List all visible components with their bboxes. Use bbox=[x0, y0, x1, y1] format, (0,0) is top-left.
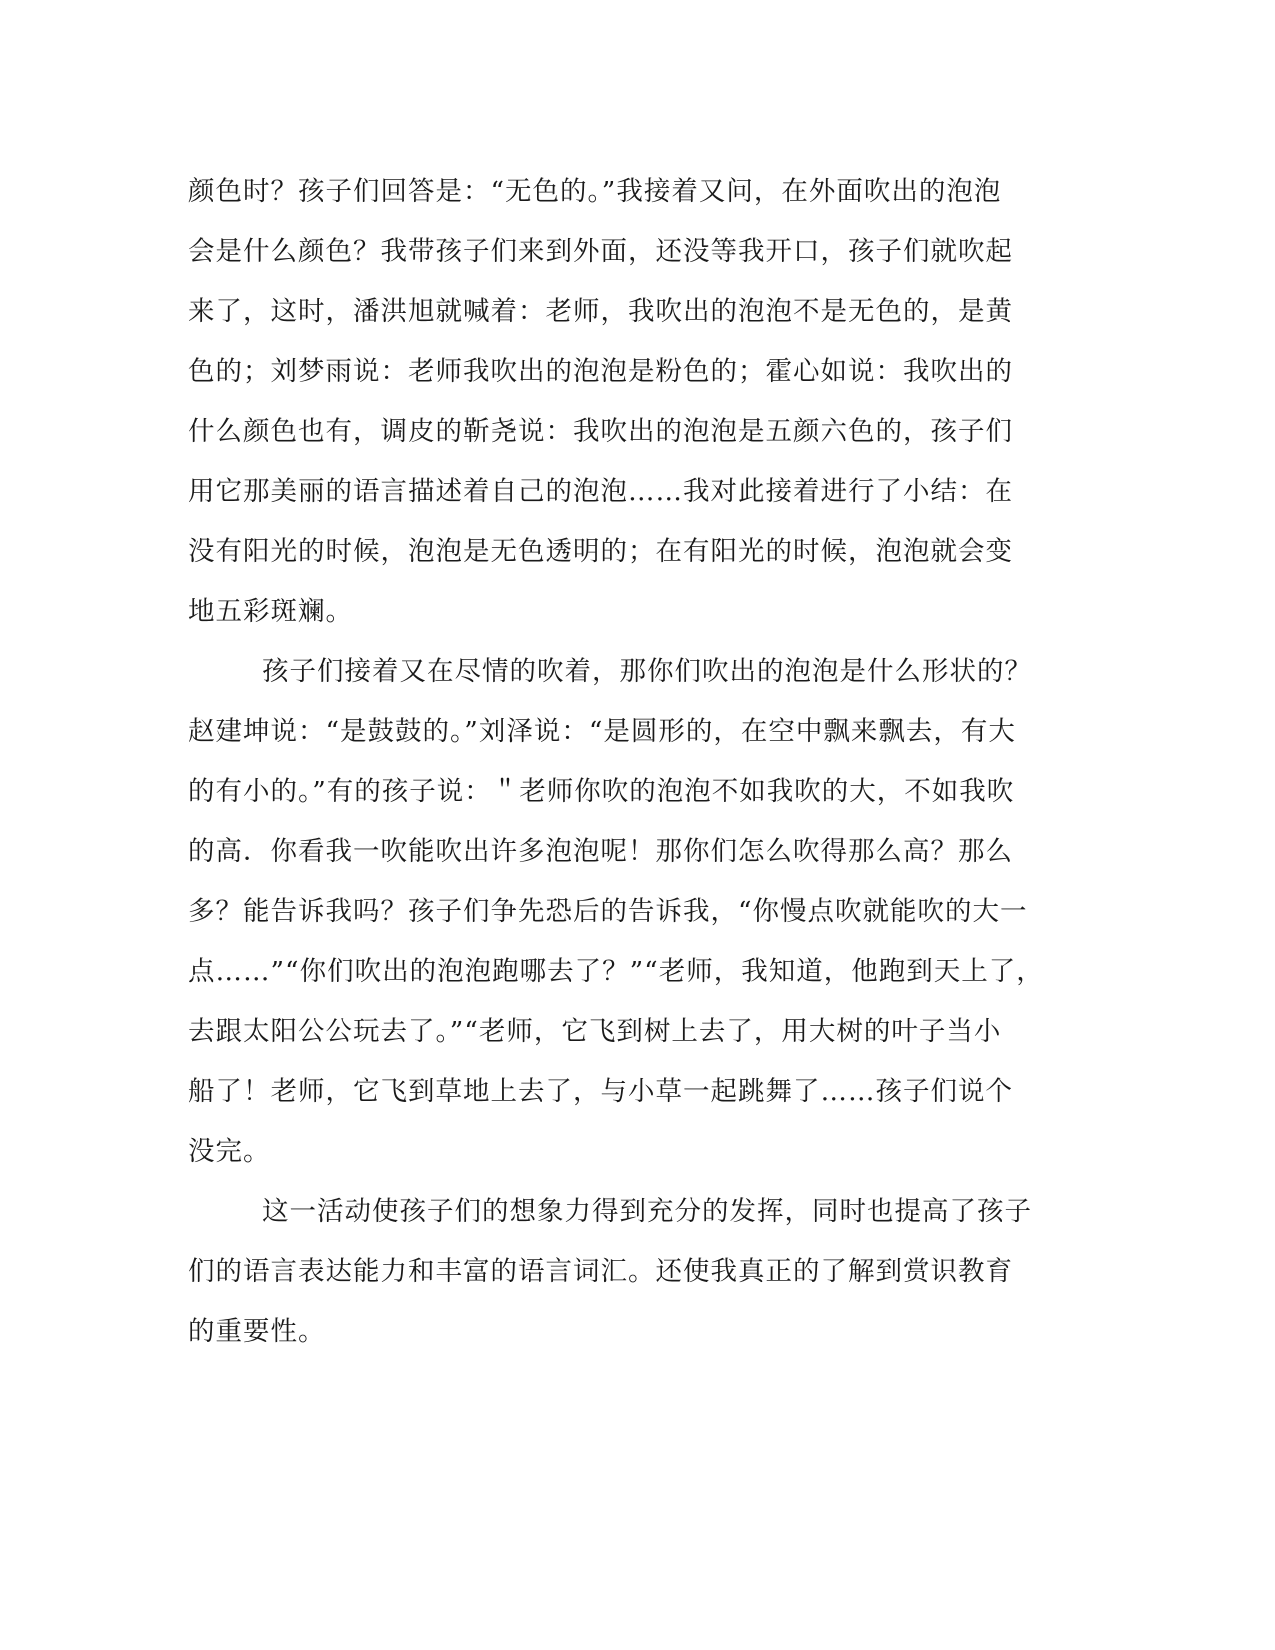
text-line: 地五彩斑斓。 bbox=[188, 596, 353, 627]
text-line: 会是什么颜色？我带孩子们来到外面，还没等我开口，孩子们就吹起 bbox=[188, 236, 1013, 267]
text-line: 点……”“你们吹出的泡泡跑哪去了？”“老师，我知道，他跑到天上了， bbox=[188, 956, 1044, 987]
text-line: 多？能告诉我吗？孩子们争先恐后的告诉我，“你慢点吹就能吹的大一 bbox=[188, 896, 1028, 927]
text-line: 的重要性。 bbox=[188, 1316, 326, 1347]
text-line: 没完。 bbox=[188, 1136, 271, 1167]
text-line: 什么颜色也有，调皮的靳尧说：我吹出的泡泡是五颜六色的，孩子们 bbox=[188, 416, 1013, 447]
text-line: 去跟太阳公公玩去了。”“老师，它飞到树上去了，用大树的叶子当小 bbox=[188, 1016, 1002, 1047]
text-line: 来了，这时，潘洪旭就喊着：老师，我吹出的泡泡不是无色的，是黄 bbox=[188, 296, 1013, 327]
text-line: 颜色时？孩子们回答是：“无色的。”我接着又问，在外面吹出的泡泡 bbox=[188, 176, 1002, 207]
text-line: 的有小的。”有的孩子说：＂老师你吹的泡泡不如我吹的大，不如我吹 bbox=[188, 776, 1015, 807]
paragraph-first-line: 这一活动使孩子们的想象力得到充分的发挥，同时也提高了孩子 bbox=[262, 1196, 1032, 1227]
text-line: 的高．你看我一吹能吹出许多泡泡呢！那你们怎么吹得那么高？那么 bbox=[188, 836, 1013, 867]
body-text bbox=[188, 162, 1068, 1362]
text-line: 船了！老师，它飞到草地上去了，与小草一起跳舞了……孩子们说个 bbox=[188, 1076, 1013, 1107]
text-line: 赵建坤说：“是鼓鼓的。”刘泽说：“是圆形的，在空中飘来飘去，有大 bbox=[188, 716, 1016, 747]
text-line: 们的语言表达能力和丰富的语言词汇。还使我真正的了解到赏识教育 bbox=[188, 1256, 1013, 1287]
text-line: 用它那美丽的语言描述着自己的泡泡……我对此接着进行了小结：在 bbox=[188, 476, 1013, 507]
paragraph-first-line: 孩子们接着又在尽情的吹着，那你们吹出的泡泡是什么形状的？ bbox=[262, 656, 1032, 687]
text-line: 没有阳光的时候，泡泡是无色透明的；在有阳光的时候，泡泡就会变 bbox=[188, 536, 1013, 567]
text-line: 色的；刘梦雨说：老师我吹出的泡泡是粉色的；霍心如说：我吹出的 bbox=[188, 356, 1013, 387]
